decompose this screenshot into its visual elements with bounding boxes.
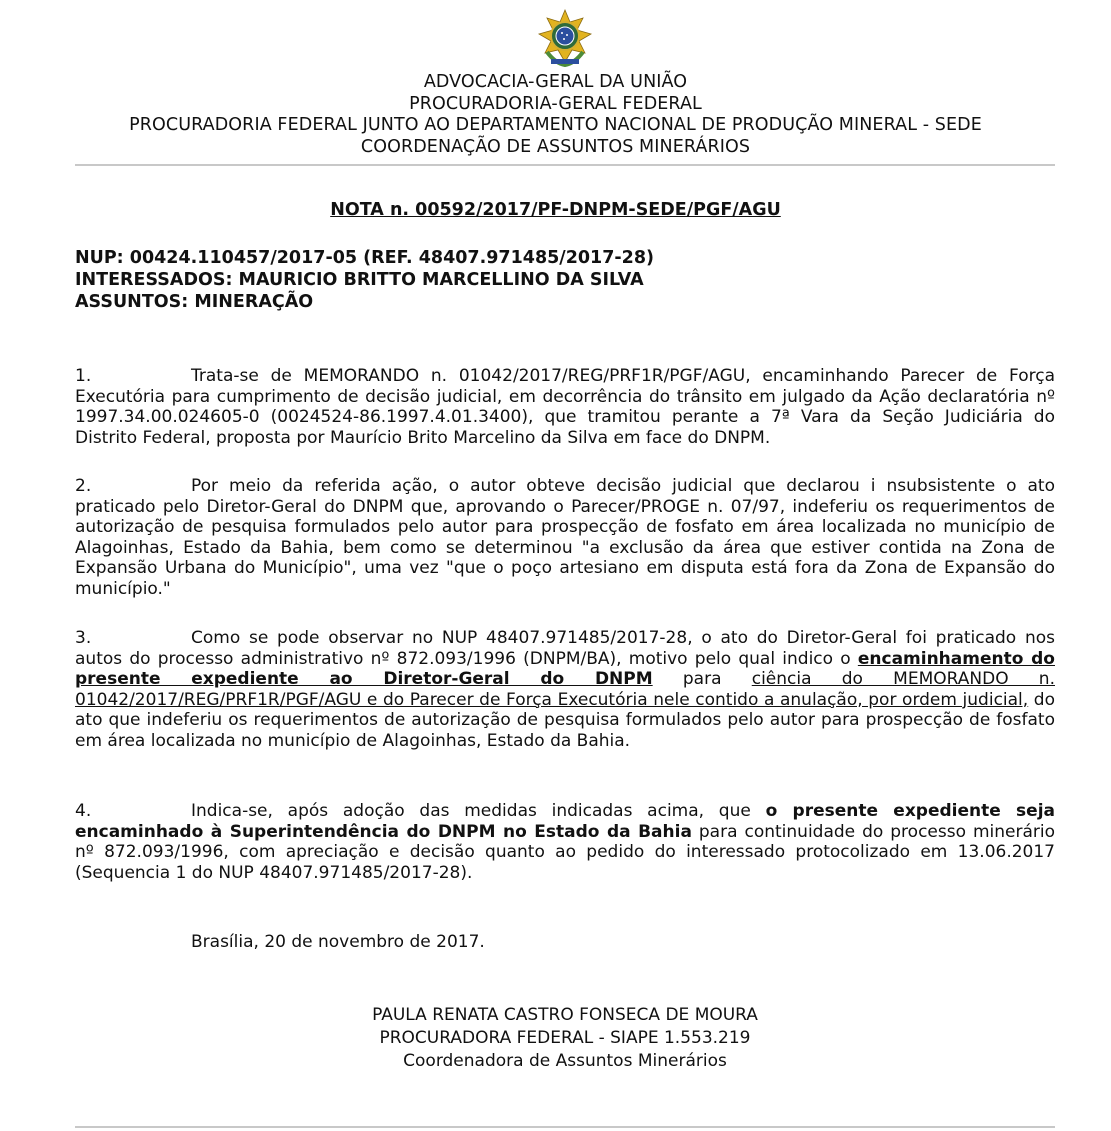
paragraph-number: 4. xyxy=(75,801,92,821)
paragraph-text: Indica-se, após adoção das medidas indicadas acima, que xyxy=(191,801,766,821)
paragraph-text: do ato que indeferiu os requerimentos de autorização de pesquisa formulados pelo autor para prospecção de fosfato em área localizada no município de Alagoinhas, Estado da Bahia. xyxy=(75,689,1055,751)
letterhead xyxy=(0,72,1111,158)
document-date: Brasília, 20 de novembro de 2017. xyxy=(191,932,485,952)
paragraph-1 xyxy=(75,366,1055,448)
brazil-coat-of-arms-icon xyxy=(535,8,595,70)
signatory-name: PAULA RENATA CASTRO FONSECA DE MOURA xyxy=(372,1005,758,1025)
header-line-agu: ADVOCACIA-GERAL DA UNIÃO xyxy=(423,72,688,92)
signatory-role: PROCURADORA FEDERAL - SIAPE 1.553.219 xyxy=(379,1028,751,1048)
document-metadata xyxy=(75,247,654,313)
header-divider xyxy=(75,164,1055,166)
header-line-pgf: PROCURADORIA-GERAL FEDERAL xyxy=(409,93,702,114)
paragraph-text: para xyxy=(652,669,752,689)
header-line-pf-dnpm: PROCURADORIA FEDERAL JUNTO AO DEPARTAMENTO NACIONAL DE PRODUÇÃO MINERAL - SEDE xyxy=(129,115,982,135)
paragraph-text: para continuidade do processo minerário nº 872.093/1996, com apreciação e decisão quanto ao pedido do interessado protocolizado em 13.06.2017 (Sequencia 1 do NUP 48407.971485/2017-28). xyxy=(75,821,1056,883)
paragraph-text: Trata-se de MEMORANDO n. 01042/2017/REG/PRF1R/PGF/AGU, encaminhando Parecer de Força Executória para cumprimento de decisão judicial, em decorrência do trânsito em julgado da Ação declaratória nº 1997.34.00.024605-0 (0024524-86.1997.4.01.3400), que tramitou perante a 7ª Vara da Seção Judiciária do Distrito Federal, proposta por Maurício Brito Marcelino da Silva em face do DNPM. xyxy=(75,366,1055,448)
paragraph-text: Como se pode observar no NUP 48407.971485/2017-28, o ato do Diretor-Geral foi praticado nos autos do processo administrativo nº 872.093/1996 (DNPM/BA), motivo pelo qual indico o xyxy=(75,628,1055,669)
paragraph-2 xyxy=(75,476,1055,599)
footer-divider xyxy=(75,1126,1055,1128)
paragraph-number: 1. xyxy=(75,366,92,386)
assuntos-line: ASSUNTOS: MINERAÇÃO xyxy=(75,292,314,312)
paragraph-3 xyxy=(75,628,1055,751)
paragraph-number: 2. xyxy=(75,476,92,496)
signatory-position: Coordenadora de Assuntos Minerários xyxy=(403,1051,727,1071)
signature-block xyxy=(0,1004,1111,1073)
emphasis-ciencia: ciência do MEMORANDO n. 01042/2017/REG/PRF1R/PGF/AGU e do Parecer de Força Executória nele contido a anulação, por ordem judicial, xyxy=(75,669,1055,710)
paragraph-number: 3. xyxy=(75,628,92,648)
paragraph-text: Por meio da referida ação, o autor obteve decisão judicial que declarou i nsubsistente o ato praticado pelo Diretor-Geral do DNPM que, aprovando o Parecer/PROGE n. 07/97, indeferiu os requerimentos de autorização de pesquisa formulados pelo autor para prospecção de fosfato em área localizada no município de Alagoinhas, Estado da Bahia, bem como se determinou "a exclusão da área que estiver contida na Zona de Expansão Urbana do Município", uma vez "que o poço artesiano em disputa está fora da Zona de Expansão do município." xyxy=(75,476,1055,599)
paragraph-4 xyxy=(75,801,1055,883)
document-title xyxy=(0,200,1111,220)
emphasis-encaminhamento: encaminhamento do presente expediente ao Diretor-Geral do DNPM xyxy=(75,648,1055,689)
header-line-coordenacao: COORDENAÇÃO DE ASSUNTOS MINERÁRIOS xyxy=(360,136,751,157)
interessados-line: INTERESSADOS: MAURICIO BRITTO MARCELLINO DA SILVA xyxy=(75,270,644,290)
emphasis-superintendencia: o presente expediente seja encaminhado à Superintendência do DNPM no Estado da Bahia xyxy=(75,801,1055,842)
document-title-text: NOTA n. 00592/2017/PF-DNPM-SEDE/PGF/AGU xyxy=(330,200,781,220)
nup-line: NUP: 00424.110457/2017-05 (REF. 48407.971485/2017-28) xyxy=(75,248,655,268)
